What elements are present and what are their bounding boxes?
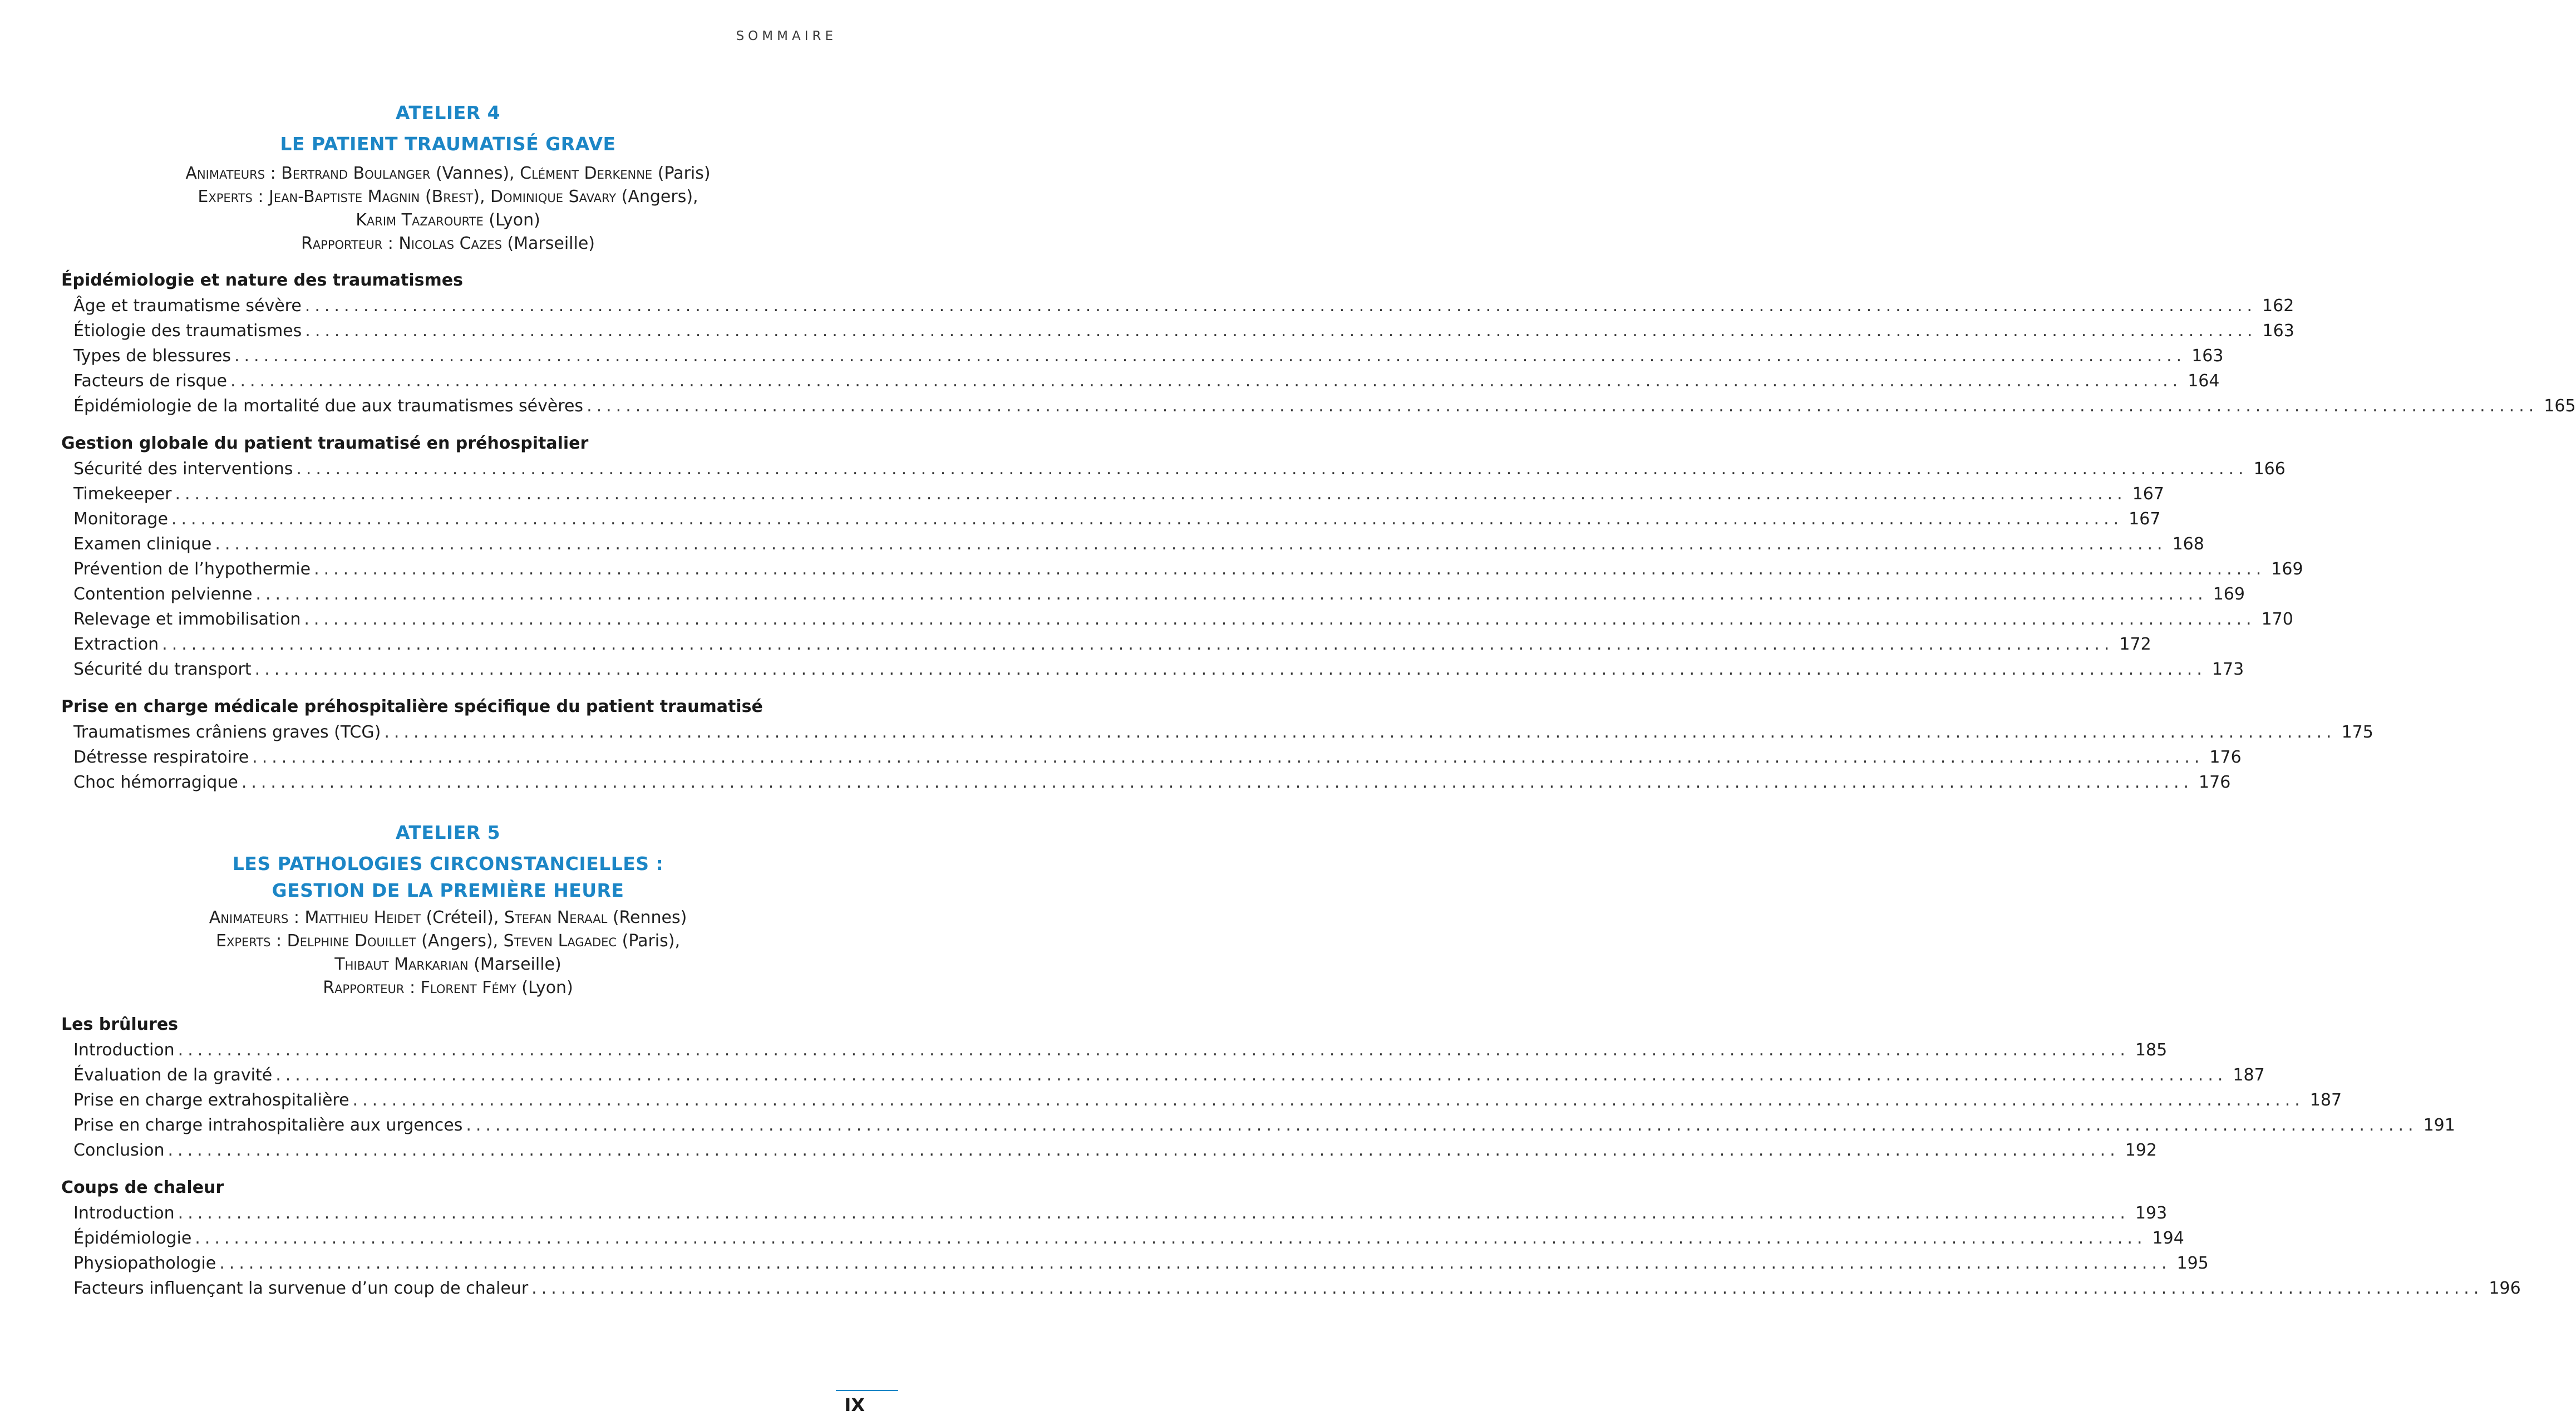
credit-text [393,234,399,253]
credit-text: (Paris), [617,931,681,951]
dot-leader: ........................................................................................................................................................................................................ [241,773,2194,792]
credit-text: (Lyon) [516,978,573,998]
page-number: IX [844,1394,865,1416]
toc-entry-page: 163 [2191,346,2224,366]
toc-entry-page: 169 [2213,584,2245,604]
dot-leader: ........................................................................................................................................................................................................ [384,723,2336,742]
toc-entry-page: 193 [2135,1203,2168,1223]
toc-entry[interactable] [61,368,2220,394]
dot-leader: ........................................................................................................................................................................................................ [255,584,2208,604]
toc-entry-label: Timekeeper [73,484,172,504]
dot-leader: ........................................................................................................................................................................................................ [305,321,2257,341]
toc-entry-page: 187 [2309,1090,2342,1110]
credits-line [61,930,835,953]
toc-entry-label: Facteurs de risque [73,371,227,391]
atelier-number: ATELIER 4 [395,102,501,124]
toc-entry-page: 195 [2176,1254,2209,1273]
toc-section-title: Coups de chaleur [61,1178,224,1197]
toc-entry-label: Contention pelvienne [73,584,253,604]
dot-leader: ........................................................................................................................................................................................................ [352,1090,2304,1110]
folio-rule [836,1390,898,1391]
toc-entry-label: Monitorage [73,509,168,529]
credit-text: (Marseille) [468,955,562,974]
credit-text: (Paris) [652,164,711,183]
toc-entry[interactable] [61,532,2204,557]
toc-entry[interactable] [61,1201,2168,1226]
dot-leader: ........................................................................................................................................................................................................ [175,484,2127,504]
toc-sections [61,268,2576,795]
toc-entry[interactable] [61,481,2164,507]
toc-entry-page: 175 [2341,723,2373,742]
atelier-5 [61,817,2521,1301]
toc-section-title: Prise en charge médicale préhospitalière spécifique du patient traumatisé [61,697,763,716]
dot-leader: ........................................................................................................................................................................................................ [171,509,2124,529]
toc-entry[interactable] [61,1276,2521,1301]
toc-entry-page: 187 [2233,1065,2265,1085]
dot-leader: ........................................................................................................................................................................................................ [168,1141,2120,1160]
toc-entry[interactable] [61,343,2224,368]
credit-text: (Vannes), [430,164,520,183]
toc-sections [61,1012,2521,1301]
toc-entry-label: Physiopathologie [73,1254,216,1273]
credit-text: (Angers), [416,931,504,951]
toc-entry[interactable] [61,293,2294,318]
credits-line [61,185,835,209]
dot-leader: ........................................................................................................................................................................................................ [178,1203,2130,1223]
toc-entry[interactable] [61,720,2373,745]
toc-entry-label: Sécurité des interventions [73,459,293,479]
credits-line [61,953,835,976]
toc-entry-label: Traumatismes crâniens graves (TCG) [73,723,381,742]
atelier-title-line-2: GESTION DE LA PREMIÈRE HEURE [272,879,624,901]
dot-leader: ........................................................................................................................................................................................................ [304,296,2257,316]
credit-name: Experts : [215,931,282,951]
running-head: SOMMAIRE [736,29,837,43]
toc-entry-label: Conclusion [73,1141,165,1160]
toc-entry-label: Choc hémorragique [73,773,238,792]
toc-entry[interactable] [61,507,2161,532]
toc-entry-page: 172 [2119,635,2151,654]
toc-entry-label: Détresse respiratoire [73,748,249,767]
credit-name: Rapporteur : [301,234,393,253]
toc-entry-label: Introduction [73,1203,175,1223]
credit-name: Jean-Baptiste Magnin [269,187,420,207]
dot-leader: ........................................................................................................................................................................................................ [314,559,2266,579]
toc-entry-page: 166 [2253,459,2286,479]
credit-text [420,187,425,207]
toc-entry[interactable] [61,770,2231,795]
toc-entry-page: 164 [2188,371,2220,391]
dot-leader: ........................................................................................................................................................................................................ [230,371,2183,391]
toc-entry-label: Prise en charge extrahospitalière [73,1090,349,1110]
atelier-title: LE PATIENT TRAUMATISÉ GRAVE [280,133,616,155]
toc-entry[interactable] [61,1138,2157,1163]
toc-entry[interactable] [61,745,2242,770]
toc-entry[interactable] [61,318,2294,343]
credit-name: Animateurs : [209,908,299,927]
toc-entry-label: Sécurité du transport [73,660,252,679]
dot-leader: ........................................................................................................................................................................................................ [275,1065,2228,1085]
toc-entry[interactable] [61,1251,2209,1276]
toc-entry[interactable] [61,607,2293,632]
dot-leader: ........................................................................................................................................................................................................ [162,635,2114,654]
credit-name: Steven Lagadec [503,931,617,951]
toc-entry-page: 176 [2199,773,2231,792]
toc-entry-label: Facteurs influençant la survenue d’un coup de chaleur [73,1279,529,1298]
dot-leader: ........................................................................................................................................................................................................ [219,1254,2171,1273]
credit-name: Matthieu Heidet [304,908,421,927]
toc-entry[interactable] [61,632,2151,657]
atelier-title-line-1: LES PATHOLOGIES CIRCONSTANCIELLES : [232,853,664,874]
toc-entry-page: 168 [2172,534,2204,554]
dot-leader: ........................................................................................................................................................................................................ [254,660,2206,679]
credit-text [264,187,269,207]
credits-line [61,906,835,930]
atelier-4 [61,97,2576,795]
toc-entry-label: Examen clinique [73,534,212,554]
credit-text [276,164,282,183]
credits-line [61,232,835,255]
credit-name: Animateurs : [185,164,276,183]
credits-line [61,976,835,1000]
toc-entry[interactable] [61,1226,2184,1251]
dot-leader: ........................................................................................................................................................................................................ [252,748,2204,767]
toc-entry-page: 173 [2211,660,2244,679]
toc-entry-label: Relevage et immobilisation [73,610,301,629]
dot-leader: ........................................................................................................................................................................................................ [215,534,2167,554]
credit-text: (Angers), [616,187,698,207]
credit-name: Thibaut Markarian [334,955,469,974]
toc-entry-page: 169 [2271,559,2303,579]
toc-section-title: Les brûlures [61,1015,179,1034]
toc-entry-page: 167 [2129,509,2161,529]
toc-entry-page: 194 [2152,1229,2184,1248]
toc-entry-page: 196 [2489,1279,2521,1298]
toc-entry[interactable] [61,1038,2168,1063]
toc-entry[interactable] [61,1113,2455,1138]
toc-entry-page: 170 [2261,610,2293,629]
dot-leader: ........................................................................................................................................................................................................ [296,459,2248,479]
toc-entry-page: 185 [2135,1040,2168,1060]
dot-leader: ........................................................................................................................................................................................................ [466,1116,2418,1135]
dot-leader: ........................................................................................................................................................................................................ [304,610,2256,629]
credits-line [61,162,835,185]
toc-entry[interactable] [61,1088,2342,1113]
credits-line [61,209,835,232]
toc-entry-label: Prise en charge intrahospitalière aux urgences [73,1116,463,1135]
dot-leader: ........................................................................................................................................................................................................ [531,1279,2484,1298]
dot-leader: ........................................................................................................................................................................................................ [195,1229,2147,1248]
toc-entry-page: 163 [2262,321,2294,341]
credit-name: Stefan Neraal [504,908,608,927]
toc-entry-page: 191 [2423,1116,2455,1135]
toc-entry-page: 176 [2209,748,2242,767]
atelier-credits [61,906,835,1000]
credit-text: , [479,187,491,207]
toc-entry-label: Étiologie des traumatismes [73,321,302,341]
atelier-credits [61,162,835,255]
toc-entry-label: Évaluation de la gravité [73,1065,273,1085]
credit-text [415,978,421,998]
toc-entry-label: Épidémiologie de la mortalité due aux traumatismes sévères [73,396,584,416]
dot-leader: ........................................................................................................................................................................................................ [587,396,2539,416]
credit-text: (Lyon) [483,210,540,230]
toc-section-title: Épidémiologie et nature des traumatismes [61,271,463,290]
credit-name: Experts : [198,187,264,207]
credit-name: Dominique Savary [490,187,617,207]
credit-text: (Créteil), [420,908,504,927]
toc-entry-page: 192 [2125,1141,2157,1160]
toc-entry[interactable] [61,456,2286,481]
credit-text: (Rennes) [607,908,687,927]
toc-entry[interactable] [61,582,2245,607]
toc-entry-page: 165 [2544,396,2576,416]
toc-entry-label: Épidémiologie [73,1229,192,1248]
toc-entry[interactable] [61,657,2244,682]
credit-text [282,931,287,951]
credit-name: Nicolas Cazes [398,234,502,253]
dot-leader: ........................................................................................................................................................................................................ [178,1040,2130,1060]
toc-entry-label: Extraction [73,635,159,654]
toc-entry[interactable] [61,394,2576,419]
toc-entry[interactable] [61,557,2303,582]
toc-entry-label: Types de blessures [73,346,231,366]
atelier-number: ATELIER 5 [395,822,501,843]
credit-name: Delphine Douillet [287,931,416,951]
toc-section-title: Gestion globale du patient traumatisé en préhospitalier [61,434,589,453]
credit-name: Bertrand Boulanger [281,164,431,183]
toc-entry[interactable] [61,1063,2265,1088]
toc-entry-page: 167 [2132,484,2164,504]
toc-entry-page: 162 [2262,296,2294,316]
credit-name: Rapporteur : [323,978,416,998]
toc-entry-label: Prévention de l’hypothermie [73,559,311,579]
credit-name: Florent Fémy [420,978,516,998]
toc-entry-label: Âge et traumatisme sévère [73,296,302,316]
toc-entry-label: Introduction [73,1040,175,1060]
credit-text: (Marseille) [501,234,595,253]
dot-leader: ........................................................................................................................................................................................................ [234,346,2186,366]
credit-name: Clément Derkenne [520,164,653,183]
credit-name: (Brest) [425,187,480,207]
credit-name: Karim Tazarourte [356,210,484,230]
credit-text [299,908,305,927]
